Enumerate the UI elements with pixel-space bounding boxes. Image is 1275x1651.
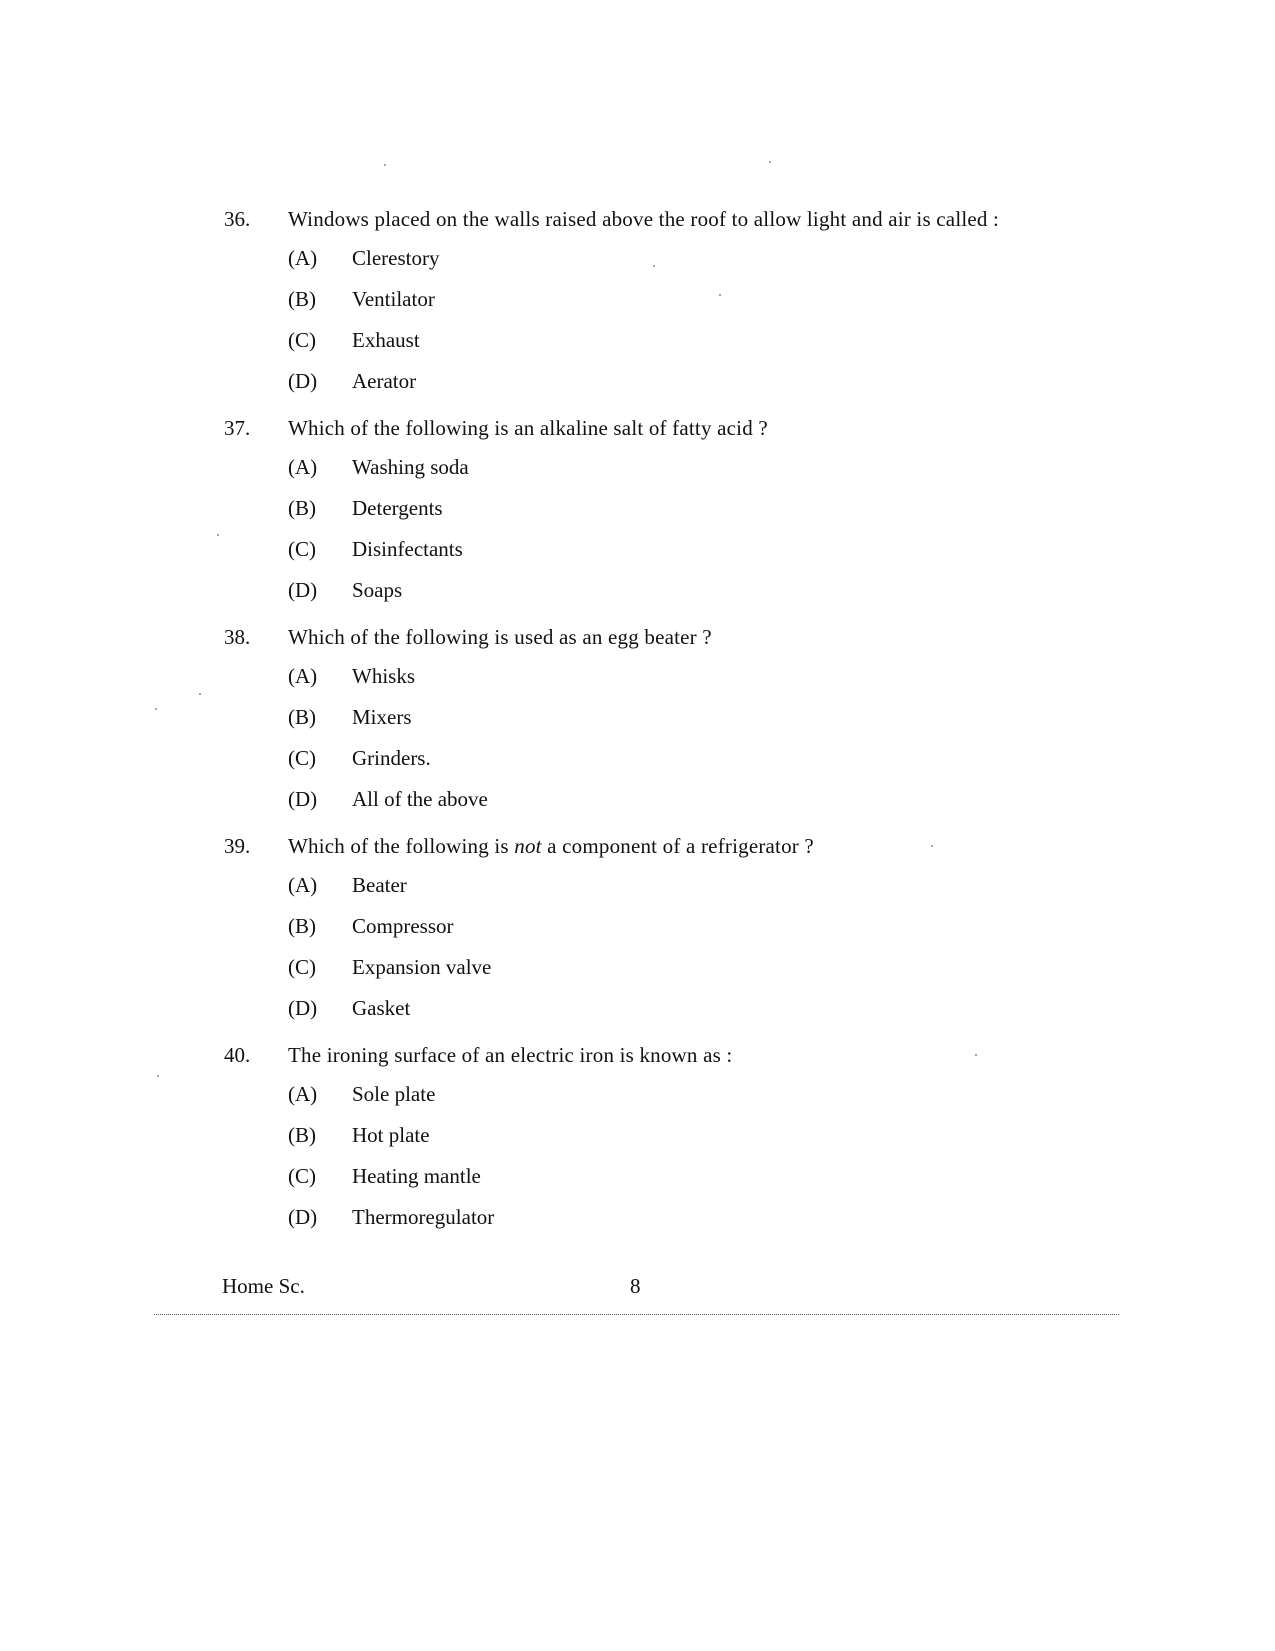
option-letter: (A) (288, 873, 318, 897)
option-a (288, 243, 1084, 284)
option-c (288, 952, 1084, 993)
option-letter: (B) (288, 496, 316, 520)
question-header (224, 831, 1084, 862)
option-text: Soaps (352, 578, 403, 602)
option-letter: (B) (288, 287, 316, 311)
question-number: 39. (224, 834, 251, 858)
option-text: Thermoregulator (352, 1205, 495, 1229)
option-c (288, 325, 1084, 366)
question-number: 38. (224, 625, 251, 649)
option-letter: (D) (288, 1205, 318, 1229)
question-header (224, 413, 1084, 444)
question-36 (224, 204, 1084, 407)
option-d (288, 784, 1084, 825)
question-text-part: a component of a refrigerator ? (541, 834, 814, 858)
option-letter: (A) (288, 664, 318, 688)
option-letter: (C) (288, 328, 316, 352)
option-letter: (D) (288, 787, 318, 811)
option-text: Clerestory (352, 246, 440, 270)
option-letter: (D) (288, 578, 318, 602)
scan-speck (719, 294, 721, 296)
option-text: Ventilator (352, 287, 435, 311)
option-text: Exhaust (352, 328, 420, 352)
option-list (288, 1079, 1084, 1243)
question-text (288, 204, 1084, 235)
option-c (288, 743, 1084, 784)
option-b (288, 284, 1084, 325)
option-a (288, 452, 1084, 493)
question-text-part: Which of the following is used as an egg beater ? (288, 625, 712, 649)
option-letter: (D) (288, 996, 318, 1020)
option-text: All of the above (352, 787, 488, 811)
option-text: Disinfectants (352, 537, 463, 561)
question-number: 37. (224, 416, 251, 440)
option-text: Expansion valve (352, 955, 492, 979)
option-text: Washing soda (352, 455, 469, 479)
option-d (288, 575, 1084, 616)
option-text: Heating mantle (352, 1164, 481, 1188)
option-d (288, 366, 1084, 407)
option-letter: (C) (288, 955, 316, 979)
subject-label: Home Sc. (222, 1274, 305, 1298)
scan-speck (384, 164, 386, 166)
scan-speck (157, 1075, 159, 1077)
question-text-part: Which of the following is an alkaline salt of fatty acid ? (288, 416, 768, 440)
option-letter: (A) (288, 455, 318, 479)
question-header (224, 1040, 1084, 1071)
option-c (288, 534, 1084, 575)
option-letter: (B) (288, 705, 316, 729)
option-letter: (C) (288, 746, 316, 770)
question-header (224, 204, 1084, 235)
option-d (288, 993, 1084, 1034)
option-text: Compressor (352, 914, 454, 938)
question-text (288, 413, 1084, 444)
scan-speck (155, 708, 157, 710)
option-text: Sole plate (352, 1082, 436, 1106)
footer-dotted-rule (154, 1314, 1119, 1315)
option-list (288, 452, 1084, 616)
option-list (288, 243, 1084, 407)
option-list (288, 661, 1084, 825)
option-letter: (B) (288, 1123, 316, 1147)
question-38 (224, 622, 1084, 825)
question-header (224, 622, 1084, 653)
option-letter: (C) (288, 537, 316, 561)
question-39 (224, 831, 1084, 1034)
option-letter: (C) (288, 1164, 316, 1188)
question-text-part: The ironing surface of an electric iron is known as : (288, 1043, 733, 1067)
question-text-part: Which of the following is (288, 834, 515, 858)
option-d (288, 1202, 1084, 1243)
question-emphasis: not (514, 834, 542, 858)
option-letter: (B) (288, 914, 316, 938)
scan-speck (653, 265, 655, 267)
option-a (288, 661, 1084, 702)
question-number: 36. (224, 207, 251, 231)
scan-speck (769, 161, 771, 163)
option-text: Whisks (352, 664, 415, 688)
question-40 (224, 1040, 1084, 1243)
option-letter: (D) (288, 369, 318, 393)
scan-speck (199, 693, 201, 695)
option-letter: (A) (288, 1082, 318, 1106)
scan-speck (217, 534, 219, 536)
question-number: 40. (224, 1043, 251, 1067)
option-text: Mixers (352, 705, 412, 729)
option-text: Hot plate (352, 1123, 430, 1147)
option-b (288, 1120, 1084, 1161)
page-number: 8 (630, 1274, 641, 1298)
option-text: Gasket (352, 996, 411, 1020)
question-text (288, 831, 1084, 862)
option-text: Beater (352, 873, 407, 897)
option-list (288, 870, 1084, 1034)
question-text-part: Windows placed on the walls raised above the roof to allow light and air is called : (288, 207, 1000, 231)
option-text: Grinders. (352, 746, 431, 770)
option-b (288, 911, 1084, 952)
option-b (288, 702, 1084, 743)
question-text (288, 1040, 1084, 1071)
option-b (288, 493, 1084, 534)
scan-speck (931, 845, 933, 847)
question-text (288, 622, 1084, 653)
option-letter: (A) (288, 246, 318, 270)
option-text: Detergents (352, 496, 443, 520)
question-37 (224, 413, 1084, 616)
scan-speck (975, 1054, 977, 1056)
option-c (288, 1161, 1084, 1202)
option-a (288, 1079, 1084, 1120)
question-list (224, 204, 1084, 1249)
option-text: Aerator (352, 369, 417, 393)
option-a (288, 870, 1084, 911)
